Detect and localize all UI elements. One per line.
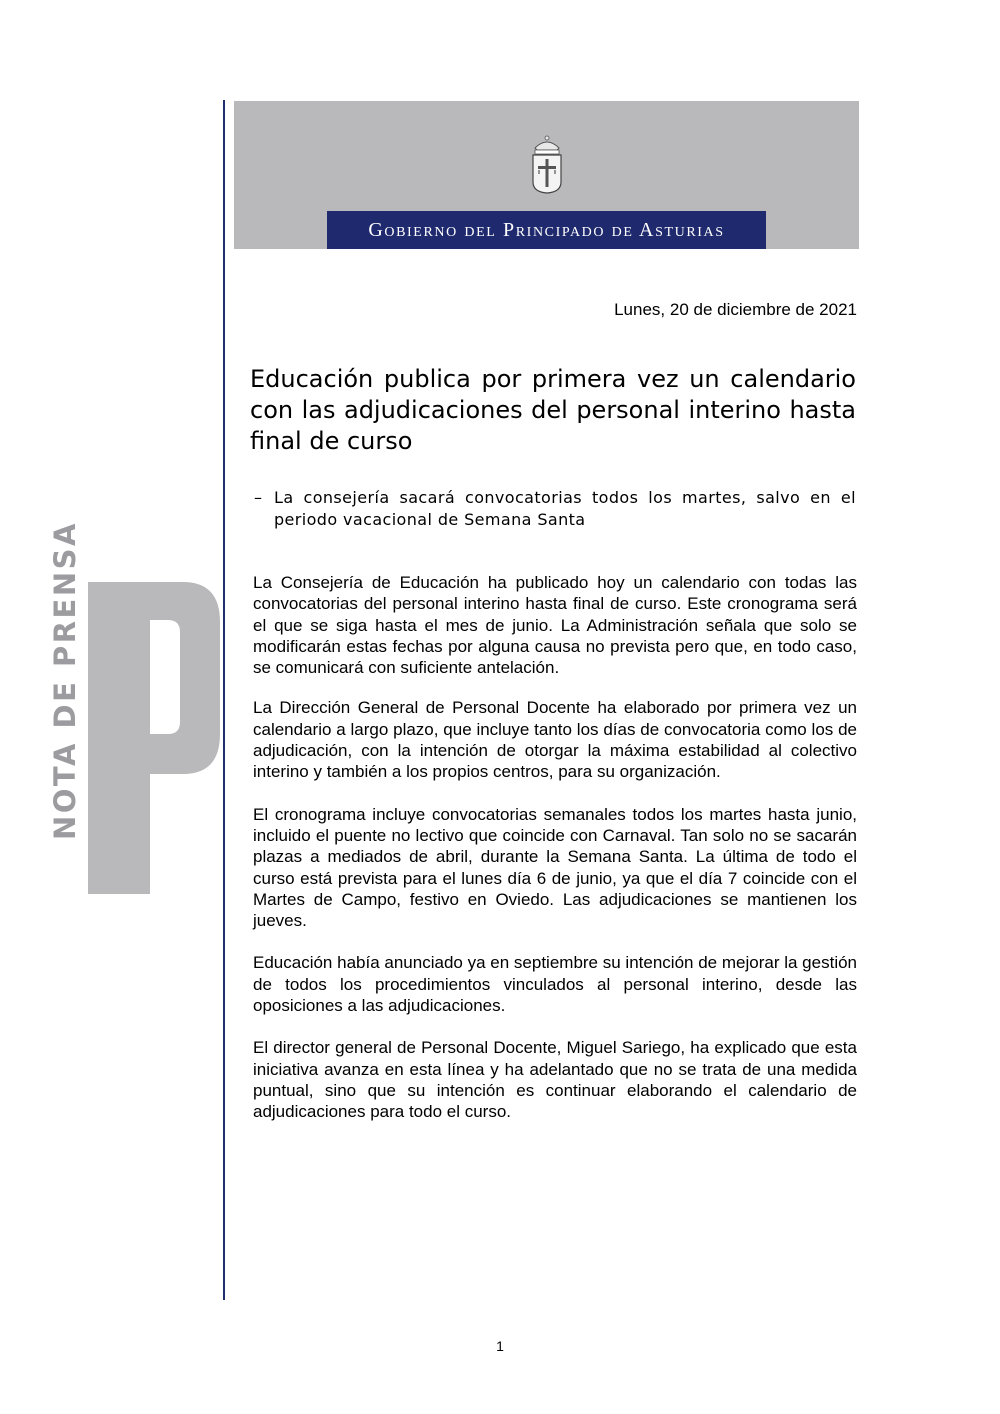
body-paragraph: La Dirección General de Personal Docente ha elaborado por primera vez un calendario a largo plazo, que incluye tanto los días de convocatoria como los de adjudicación, con la intención de otorgar la máxima estabilidad al colectivo interino y también a los propios centros, para su organización. [253,698,857,782]
subheadline-text: La consejería sacará convocatorias todos los martes, salvo en el periodo vacacional de Semana Santa [274,488,856,529]
page-number: 1 [496,1338,504,1354]
headline: Educación publica por primera vez un calendario con las adjudicaciones del personal interino hasta final de curso [250,365,856,455]
body-paragraph: Educación había anunciado ya en septiembre su intención de mejorar la gestión de todos los procedimientos vinculados al personal interino, desde las oposiciones a las adjudicaciones. [253,953,857,1016]
government-name-banner [327,211,766,249]
body-paragraph: El cronograma incluye convocatorias semanales todos los martes hasta junio, incluido el puente no lectivo que coincide con Carnaval. Tan solo no se sacarán plazas a mediados de abril, durante la Semana Santa. La última de todo el curso está prevista para el lunes día 6 de junio, ya que el día 7 coincide con el Martes de Campo, festivo en Oviedo. Las adjudicaciones se mantienen los jueves. [253,804,857,931]
press-release-label: NOTA DE PRENSA [48,521,82,840]
release-date: Lunes, 20 de diciembre de 2021 [614,300,857,319]
body-paragraph: El director general de Personal Docente, Miguel Sariego, ha explicado que esta iniciativa avanza en esta línea y ha adelantado que no se trata de una medida puntual, sino que su intención es continuar elaborando el calendario de adjudicaciones para todo el curso. [253,1038,857,1122]
asturias-coat-of-arms-icon [527,134,567,194]
article-body [253,572,857,1144]
body-paragraph: La Consejería de Educación ha publicado hoy un calendario con todas las convocatorias del personal interino hasta final de curso. Este cronograma será el que se siga hasta el mes de junio. La Administración señala que solo se modificarán estas fechas por alguna causa no prevista pero que, en todo caso, se comunicará con suficiente antelación. [253,573,857,678]
subheadline [254,487,856,531]
subheadline-dash: – [254,488,263,507]
large-p-letter-icon [88,582,220,894]
header-band [234,101,859,249]
organization-name: Gobierno del Principado de Asturias [368,218,725,241]
margin-rule [223,100,225,1300]
